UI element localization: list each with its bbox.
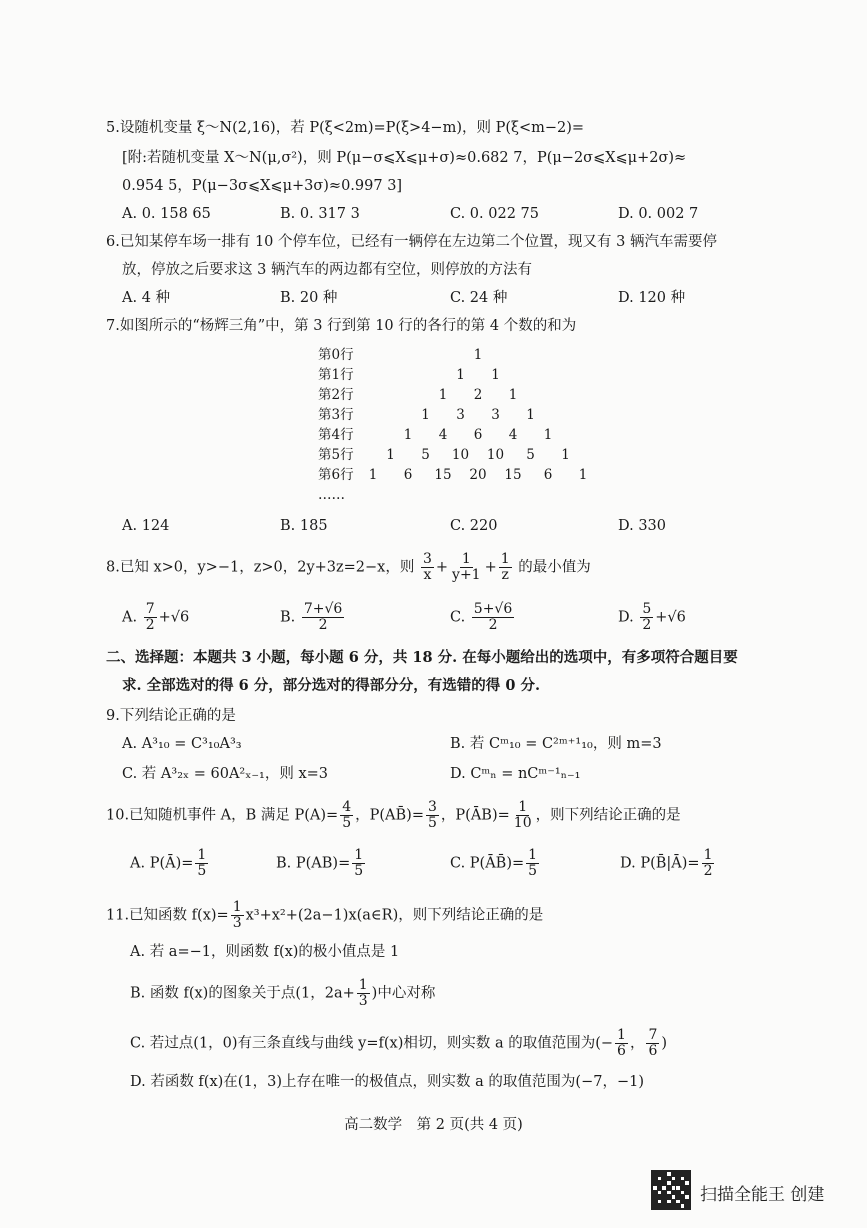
q10-stem-c: ，P(ĀB)= xyxy=(440,807,510,824)
pascal-row-label: 第1行 xyxy=(318,367,354,383)
q10-pa-num: 4 xyxy=(342,799,352,815)
q5-stem: 5.设随机变量 ξ～N(2,16)，若 P(ξ<2m)=P(ξ>4−m)，则 P(ξ<m−2)= xyxy=(106,120,585,136)
q10-pnab-num: 1 xyxy=(518,799,528,815)
q11-b-tail: 中心对称 xyxy=(377,985,436,1002)
q5-option-b: B. 0. 317 3 xyxy=(280,206,360,222)
scanner-watermark: 扫描全能王 创建 xyxy=(700,1185,825,1205)
q6-option-b: B. 20 种 xyxy=(280,290,338,306)
q11-stem-b: x³+x²+(2a−1)x(a∈R)，则下列结论正确的是 xyxy=(245,907,544,924)
pascal-number: 3 xyxy=(456,407,465,423)
q8-b-fraction xyxy=(302,602,344,633)
q8-option-c xyxy=(450,602,516,633)
q8-d-label: D. xyxy=(618,609,634,626)
q10-pa-den: 5 xyxy=(342,815,352,831)
q6-option-c: C. 24 种 xyxy=(450,290,508,306)
q10-option-b xyxy=(276,848,367,879)
q9-option-b: B. 若 Cᵐ₁₀ = C²ᵐ⁺¹₁₀，则 m=3 xyxy=(450,736,662,752)
q9-option-a: A. A³₁₀ = C³₁₀A³₃ xyxy=(122,736,242,752)
pascal-row-label: 第2行 xyxy=(318,387,354,403)
q11-b-fraction xyxy=(357,978,370,1009)
q7-option-b: B. 185 xyxy=(280,518,328,534)
q8-a-den: 2 xyxy=(145,617,155,633)
q11-c-fraction-2 xyxy=(646,1028,659,1059)
q8-f2-num: 1 xyxy=(461,551,471,567)
section2-instructions-line1: 二、选择题：本题共 3 小题，每小题 6 分，共 18 分. 在每小题给出的选项中，有多项符合题目要 xyxy=(106,649,738,666)
q8-d-tail: +√6 xyxy=(655,609,686,626)
q11-c-close: ) xyxy=(661,1035,668,1052)
q11-f-num: 1 xyxy=(232,899,242,915)
q10-pnab-fraction xyxy=(512,800,534,831)
q11-stem xyxy=(106,900,543,931)
q10-pnab-den: 10 xyxy=(513,815,532,831)
pascal-number: 3 xyxy=(491,407,500,423)
pascal-row-label: 第0行 xyxy=(318,347,354,363)
q6-option-d: D. 120 种 xyxy=(618,290,686,306)
q8-option-d xyxy=(618,602,686,633)
q8-a-tail: +√6 xyxy=(158,609,190,626)
q8-d-den: 2 xyxy=(642,617,652,633)
q8-f1-den: x xyxy=(423,567,432,583)
q5-note-line1: [附:若随机变量 X～N(μ,σ²)，则 P(μ−σ⩽X⩽μ+σ)≈0.682 7，P(μ−2σ⩽X⩽μ+2σ)≈ xyxy=(122,150,687,166)
pascal-number: 10 xyxy=(451,447,470,463)
q10-a-num: 1 xyxy=(197,847,207,863)
q11-option-d: D. 若函数 f(x)在(1，3)上存在唯一的极值点，则实数 a 的取值范围为(−7，−1) xyxy=(130,1074,644,1090)
q8-a-label: A. xyxy=(122,609,138,626)
q11-c-den2: 6 xyxy=(648,1043,658,1059)
q10-b-den: 5 xyxy=(354,863,364,879)
pascal-number: 1 xyxy=(438,387,448,403)
q5-option-d: D. 0. 002 7 xyxy=(618,206,699,222)
q8-b-den: 2 xyxy=(318,617,328,633)
q8-f3-num: 1 xyxy=(500,551,510,567)
pascal-number: 1 xyxy=(456,367,465,383)
q7-option-d: D. 330 xyxy=(618,518,667,534)
q8-plus-2: + xyxy=(484,559,497,576)
pascal-number: 6 xyxy=(403,467,413,483)
q11-c-open: (− xyxy=(595,1035,614,1052)
q9-stem: 9.下列结论正确的是 xyxy=(106,708,236,724)
q10-c-text: C. P(ĀB̄)= xyxy=(450,855,525,872)
q11-f-fraction xyxy=(231,900,244,931)
pascal-number: 20 xyxy=(469,467,487,483)
q10-stem-b: ，P(AB̄)= xyxy=(355,807,424,824)
q5-option-a: A. 0. 158 65 xyxy=(122,206,211,222)
q10-a-fraction xyxy=(195,848,208,879)
pascal-row-label: 第3行 xyxy=(318,407,354,423)
q9-option-c: C. 若 A³₂ₓ = 60A²ₓ₋₁，则 x=3 xyxy=(122,766,329,782)
q10-b-text: B. P(AB)= xyxy=(276,855,351,872)
q11-b-num: 1 xyxy=(358,977,368,993)
q11-option-c xyxy=(130,1028,667,1059)
q10-c-den: 5 xyxy=(528,863,538,879)
pascal-number: 6 xyxy=(473,427,483,443)
q8-plus-1: + xyxy=(435,559,449,576)
q10-c-num: 1 xyxy=(528,847,538,863)
q8-fraction-2 xyxy=(450,552,483,583)
q11-b-point-b: ) xyxy=(371,985,378,1002)
pascal-number: 4 xyxy=(508,427,518,443)
q11-c-den1: 6 xyxy=(617,1043,626,1059)
q11-stem-a: 11.已知函数 f(x)= xyxy=(106,907,229,924)
q6-option-a: A. 4 种 xyxy=(122,290,171,306)
q11-c-fraction-1 xyxy=(615,1028,628,1059)
q10-pab-den: 5 xyxy=(428,815,437,831)
pascal-row-label: 第4行 xyxy=(318,427,354,443)
q10-pa-fraction xyxy=(340,800,353,831)
q10-option-d xyxy=(620,848,716,879)
q11-c-num2: 7 xyxy=(648,1027,658,1043)
q8-c-den: 2 xyxy=(488,617,498,633)
pascal-number: 15 xyxy=(434,467,452,483)
q11-b-point-a: (1，2a+ xyxy=(295,985,355,1002)
q11-c-num1: 1 xyxy=(617,1027,626,1043)
q10-option-c xyxy=(450,848,541,879)
q8-f2-den: y+1 xyxy=(452,567,481,583)
q10-pab-num: 3 xyxy=(428,799,437,815)
pascal-number: 1 xyxy=(421,407,430,423)
q8-c-fraction xyxy=(472,602,514,633)
pascal-number: 1 xyxy=(578,467,588,483)
q10-d-den: 2 xyxy=(703,863,713,879)
q10-stem-a: 10.已知随机事件 A，B 满足 P(A)= xyxy=(106,807,339,824)
q10-stem xyxy=(106,800,681,831)
q8-a-num: 7 xyxy=(145,601,155,617)
pascal-row-label: 第5行 xyxy=(318,447,354,463)
q10-b-fraction xyxy=(352,848,365,879)
pascal-number: 2 xyxy=(473,387,483,403)
q8-b-num: 7+√6 xyxy=(303,601,343,617)
q8-f3-den: z xyxy=(501,567,509,583)
section2-instructions-line2: 求. 全部选对的得 6 分，部分选对的得部分分，有选错的得 0 分. xyxy=(122,677,541,694)
q7-option-c: C. 220 xyxy=(450,518,498,534)
pascal-number: 1 xyxy=(491,367,500,383)
pascal-number: 10 xyxy=(486,447,505,463)
pascal-number: 1 xyxy=(403,427,413,443)
pascal-number: 1 xyxy=(473,347,483,363)
pascal-number: 1 xyxy=(526,407,535,423)
pascal-number: 5 xyxy=(421,447,430,463)
q10-c-fraction xyxy=(526,848,539,879)
pascal-number: 1 xyxy=(386,447,395,463)
q11-option-b xyxy=(130,978,435,1009)
q10-stem-d: ，则下列结论正确的是 xyxy=(535,807,681,824)
q5-option-c: C. 0. 022 75 xyxy=(450,206,539,222)
q8-option-b xyxy=(280,602,346,633)
pascal-number: 1 xyxy=(561,447,570,463)
q11-option-a: A. 若 a=−1，则函数 f(x)的极小值点是 1 xyxy=(130,944,400,960)
q8-stem xyxy=(106,552,591,583)
q8-option-a xyxy=(122,602,189,633)
qr-code-icon xyxy=(651,1170,691,1210)
q10-a-text: A. P(Ā)= xyxy=(130,855,194,872)
q5-note-line2: 0.954 5，P(μ−3σ⩽X⩽μ+3σ)≈0.997 3] xyxy=(122,178,403,194)
q11-f-den: 3 xyxy=(232,915,242,931)
q11-b-den: 3 xyxy=(358,993,368,1009)
pascal-number: 5 xyxy=(526,447,535,463)
q8-c-num: 5+√6 xyxy=(473,601,513,617)
q10-a-den: 5 xyxy=(197,863,207,879)
q8-stem-lead: 8.已知 x>0，y>−1，z>0，2y+3z=2−x，则 xyxy=(106,559,415,576)
q10-d-text: D. P(B̄|Ā)= xyxy=(620,855,700,872)
q7-stem: 7.如图所示的“杨辉三角”中，第 3 行到第 10 行的各行的第 4 个数的和为 xyxy=(106,318,577,334)
pascal-row-label: 第6行 xyxy=(318,467,354,483)
pascal-ellipsis: …… xyxy=(318,487,345,503)
q9-option-d: D. Cᵐₙ = nCᵐ⁻¹ₙ₋₁ xyxy=(450,766,581,782)
q10-pab-fraction xyxy=(426,800,439,831)
page-footer: 高二数学 第 2 页(共 4 页) xyxy=(344,1117,523,1133)
q8-a-fraction xyxy=(144,602,157,633)
q8-fraction-3 xyxy=(499,552,512,583)
q8-d-num: 5 xyxy=(642,601,652,617)
pascal-number: 1 xyxy=(368,467,378,483)
q8-f1-num: 3 xyxy=(422,551,432,567)
q6-stem-line2: 放，停放之后要求这 3 辆汽车的两边都有空位，则停放的方法有 xyxy=(122,262,532,278)
q10-b-num: 1 xyxy=(354,847,364,863)
pascal-number: 1 xyxy=(508,387,518,403)
pascal-number: 15 xyxy=(504,467,522,483)
q8-c-label: C. xyxy=(450,609,466,626)
q10-d-fraction xyxy=(702,848,715,879)
pascal-number: 1 xyxy=(543,427,553,443)
q8-d-fraction xyxy=(640,602,653,633)
q8-fraction-1 xyxy=(421,552,434,583)
pascal-number: 4 xyxy=(438,427,448,443)
q11-c-sep: ， xyxy=(629,1035,645,1052)
q6-stem-line1: 6.已知某停车场一排有 10 个停车位，已经有一辆停在左边第二个位置，现又有 3 辆汽车需要停 xyxy=(106,234,717,250)
q7-option-a: A. 124 xyxy=(122,518,170,534)
q11-b-lead: B. 函数 f(x)的图象关于点 xyxy=(130,985,296,1002)
q10-d-num: 1 xyxy=(703,847,713,863)
q11-c-lead: C. 若过点(1，0)有三条直线与曲线 y=f(x)相切，则实数 a 的取值范围为 xyxy=(130,1035,596,1052)
q8-stem-tail: 的最小值为 xyxy=(518,559,591,576)
q10-option-a xyxy=(130,848,210,879)
pascal-number: 6 xyxy=(543,467,553,483)
q8-b-label: B. xyxy=(280,609,296,626)
